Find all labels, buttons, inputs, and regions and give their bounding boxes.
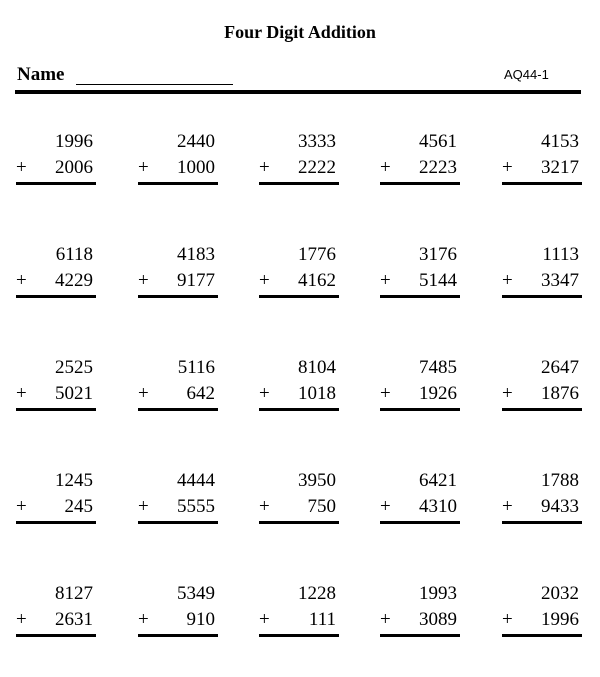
addend-bottom: 245 — [64, 496, 93, 517]
plus-sign: + — [380, 270, 391, 291]
addition-problem — [138, 244, 220, 304]
plus-sign: + — [502, 270, 513, 291]
plus-sign: + — [138, 157, 149, 178]
addend-top: 3333 — [298, 131, 336, 152]
addend-top: 4444 — [177, 470, 215, 491]
addend-bottom: 111 — [308, 609, 336, 630]
addend-bottom: 3347 — [541, 270, 579, 291]
addition-problem — [259, 244, 341, 304]
answer-line[interactable] — [380, 634, 460, 637]
answer-line[interactable] — [502, 295, 582, 298]
addend-bottom: 1926 — [419, 383, 457, 404]
addition-problem — [138, 357, 220, 417]
addend-bottom: 1000 — [177, 157, 215, 178]
plus-sign: + — [380, 157, 391, 178]
plus-sign: + — [138, 270, 149, 291]
addend-top: 1776 — [298, 244, 336, 265]
addition-problem — [138, 583, 220, 643]
plus-sign: + — [138, 383, 149, 404]
addend-top: 2440 — [177, 131, 215, 152]
addition-problem — [259, 470, 341, 530]
answer-line[interactable] — [380, 182, 460, 185]
addend-bottom: 4162 — [298, 270, 336, 291]
answer-line[interactable] — [259, 182, 339, 185]
worksheet-code: AQ44-1 — [504, 67, 549, 82]
addition-problem — [380, 357, 462, 417]
addition-problem — [16, 131, 98, 191]
addition-problem — [380, 470, 462, 530]
addend-bottom: 2223 — [419, 157, 457, 178]
answer-line[interactable] — [138, 521, 218, 524]
name-label: Name — [17, 64, 65, 85]
answer-line[interactable] — [138, 295, 218, 298]
answer-line[interactable] — [138, 634, 218, 637]
answer-line[interactable] — [380, 521, 460, 524]
plus-sign: + — [259, 157, 270, 178]
addend-bottom: 4310 — [419, 496, 457, 517]
addition-problem — [16, 470, 98, 530]
addend-top: 7485 — [419, 357, 457, 378]
addend-bottom: 4229 — [55, 270, 93, 291]
answer-line[interactable] — [259, 521, 339, 524]
addend-bottom: 5021 — [55, 383, 93, 404]
addend-top: 4153 — [541, 131, 579, 152]
plus-sign: + — [259, 383, 270, 404]
addition-problem — [502, 470, 584, 530]
addend-top: 2525 — [55, 357, 93, 378]
addition-problem — [502, 583, 584, 643]
addition-problem — [380, 583, 462, 643]
addition-problem — [16, 583, 98, 643]
addend-top: 8127 — [55, 583, 93, 604]
addend-top: 8104 — [298, 357, 336, 378]
answer-line[interactable] — [502, 182, 582, 185]
answer-line[interactable] — [380, 408, 460, 411]
answer-line[interactable] — [138, 408, 218, 411]
addend-bottom: 2631 — [55, 609, 93, 630]
plus-sign: + — [259, 609, 270, 630]
addend-bottom: 5144 — [419, 270, 457, 291]
plus-sign: + — [16, 157, 27, 178]
answer-line[interactable] — [16, 521, 96, 524]
addend-top: 1245 — [55, 470, 93, 491]
answer-line[interactable] — [138, 182, 218, 185]
addend-bottom: 3089 — [419, 609, 457, 630]
addend-bottom: 642 — [186, 383, 215, 404]
plus-sign: + — [16, 383, 27, 404]
plus-sign: + — [138, 609, 149, 630]
answer-line[interactable] — [380, 295, 460, 298]
answer-line[interactable] — [502, 634, 582, 637]
addend-bottom: 750 — [307, 496, 336, 517]
addition-problem — [502, 244, 584, 304]
answer-line[interactable] — [259, 634, 339, 637]
addend-top: 3950 — [298, 470, 336, 491]
plus-sign: + — [138, 496, 149, 517]
answer-line[interactable] — [16, 408, 96, 411]
addend-top: 1788 — [541, 470, 579, 491]
addend-bottom: 9433 — [541, 496, 579, 517]
addend-bottom: 3217 — [541, 157, 579, 178]
addend-top: 4183 — [177, 244, 215, 265]
answer-line[interactable] — [16, 634, 96, 637]
answer-line[interactable] — [16, 295, 96, 298]
plus-sign: + — [259, 496, 270, 517]
answer-line[interactable] — [16, 182, 96, 185]
answer-line[interactable] — [259, 408, 339, 411]
answer-line[interactable] — [502, 408, 582, 411]
plus-sign: + — [380, 609, 391, 630]
answer-line[interactable] — [502, 521, 582, 524]
addend-top: 3176 — [419, 244, 457, 265]
addend-top: 1228 — [298, 583, 336, 604]
addition-problem — [502, 131, 584, 191]
plus-sign: + — [16, 496, 27, 517]
addend-bottom: 2006 — [55, 157, 93, 178]
answer-line[interactable] — [259, 295, 339, 298]
addend-top: 6421 — [419, 470, 457, 491]
plus-sign: + — [380, 496, 391, 517]
addend-bottom: 910 — [186, 609, 215, 630]
addition-problem — [380, 131, 462, 191]
addend-bottom: 1876 — [541, 383, 579, 404]
addend-bottom: 2222 — [298, 157, 336, 178]
plus-sign: + — [502, 383, 513, 404]
addend-top: 2032 — [541, 583, 579, 604]
plus-sign: + — [502, 609, 513, 630]
addend-top: 1996 — [55, 131, 93, 152]
addend-top: 5116 — [177, 357, 215, 378]
plus-sign: + — [16, 609, 27, 630]
addition-problem — [16, 357, 98, 417]
addend-bottom: 1996 — [541, 609, 579, 630]
addition-problem — [138, 131, 220, 191]
addition-problem — [380, 244, 462, 304]
addend-bottom: 9177 — [177, 270, 215, 291]
addition-problem — [259, 357, 341, 417]
addend-top: 5349 — [177, 583, 215, 604]
addend-top: 2647 — [541, 357, 579, 378]
addend-bottom: 1018 — [298, 383, 336, 404]
plus-sign: + — [259, 270, 270, 291]
addition-problem — [502, 357, 584, 417]
addend-top: 6118 — [55, 244, 93, 265]
addition-problem — [16, 244, 98, 304]
worksheet-title: Four Digit Addition — [224, 22, 376, 42]
plus-sign: + — [16, 270, 27, 291]
addend-bottom: 5555 — [177, 496, 215, 517]
addition-problem — [259, 583, 341, 643]
addend-top: 1993 — [419, 583, 457, 604]
addend-top: 4561 — [419, 131, 457, 152]
plus-sign: + — [502, 157, 513, 178]
addition-problem — [259, 131, 341, 191]
addend-top: 1113 — [542, 244, 579, 265]
addition-problem — [138, 470, 220, 530]
plus-sign: + — [380, 383, 391, 404]
plus-sign: + — [502, 496, 513, 517]
